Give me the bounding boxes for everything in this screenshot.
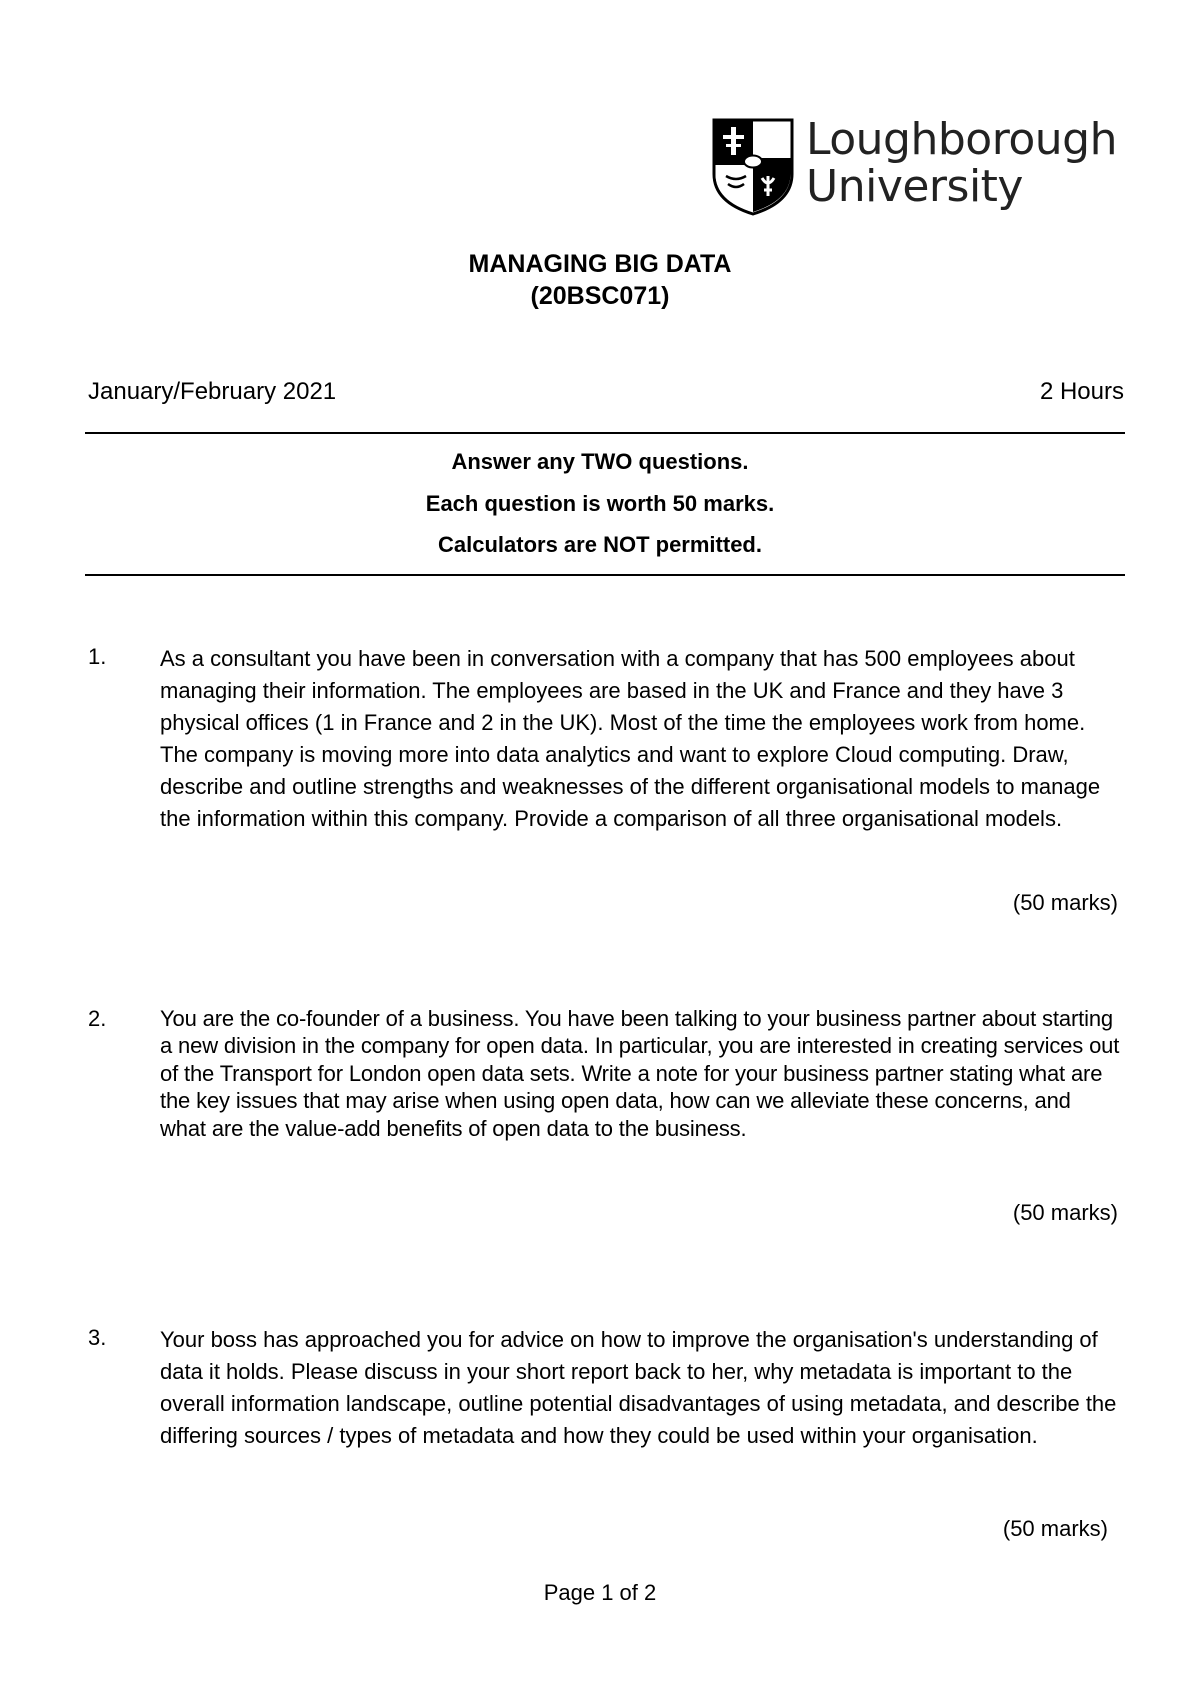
course-code: (20BSC071) [530, 282, 670, 310]
instruction-line: Answer any TWO questions. [451, 449, 749, 474]
university-logo [712, 114, 1117, 216]
logo-line-1: Loughborough [806, 114, 1117, 165]
question-text: Your boss has approached you for advice on how to improve the organisation's understanding of data it holds. Please discuss in your short report back to her, why metadata is important to the overall information landscape, outline potential disadvantages of using metadata, and describe the differing sources / types of metadata and how they could be used within your organisation. [160, 1327, 1117, 1448]
instruction-line: Each question is worth 50 marks. [425, 491, 775, 516]
page-number: Page 1 of 2 [543, 1580, 657, 1605]
course-title: MANAGING BIG DATA [468, 250, 732, 278]
question-text: As a consultant you have been in conversation with a company that has 500 employees about managing their information. The employees are based in the UK and France and they have 3 physical offices (1 in France and 2 in the UK). Most of the time the employees work from home. The company is moving more into data analytics and want to explore Cloud computing. Draw, describe and outline strengths and weaknesses of the different organisational models to manage the information within this company. Provide a comparison of all three organisational models. [160, 646, 1101, 831]
divider-top [85, 432, 1125, 434]
logo-line-2: University [806, 161, 1023, 212]
exam-date: January/February 2021 [88, 378, 337, 405]
question-marks: (50 marks) [1012, 890, 1118, 915]
question-number: 3. [88, 1325, 107, 1350]
question-number: 1. [88, 644, 107, 669]
instruction-line: Calculators are NOT permitted. [438, 532, 762, 557]
exam-duration: 2 Hours [1039, 378, 1124, 405]
question-text: You are the co-founder of a business. You have been talking to your business partner about starting a new division in the company for open data. In particular, you are interested in creating services out of the Transport for London open data sets. Write a note for your business partner stating what are the key issues that may arise when using open data, how can we alleviate these concerns, and what are the value-add benefits of open data to the business. [160, 1006, 1120, 1141]
divider-bottom [85, 574, 1125, 576]
question-marks: (50 marks) [1002, 1516, 1108, 1541]
question-number: 2. [88, 1006, 107, 1031]
question-marks: (50 marks) [1012, 1200, 1118, 1225]
university-crest-icon [712, 118, 794, 216]
